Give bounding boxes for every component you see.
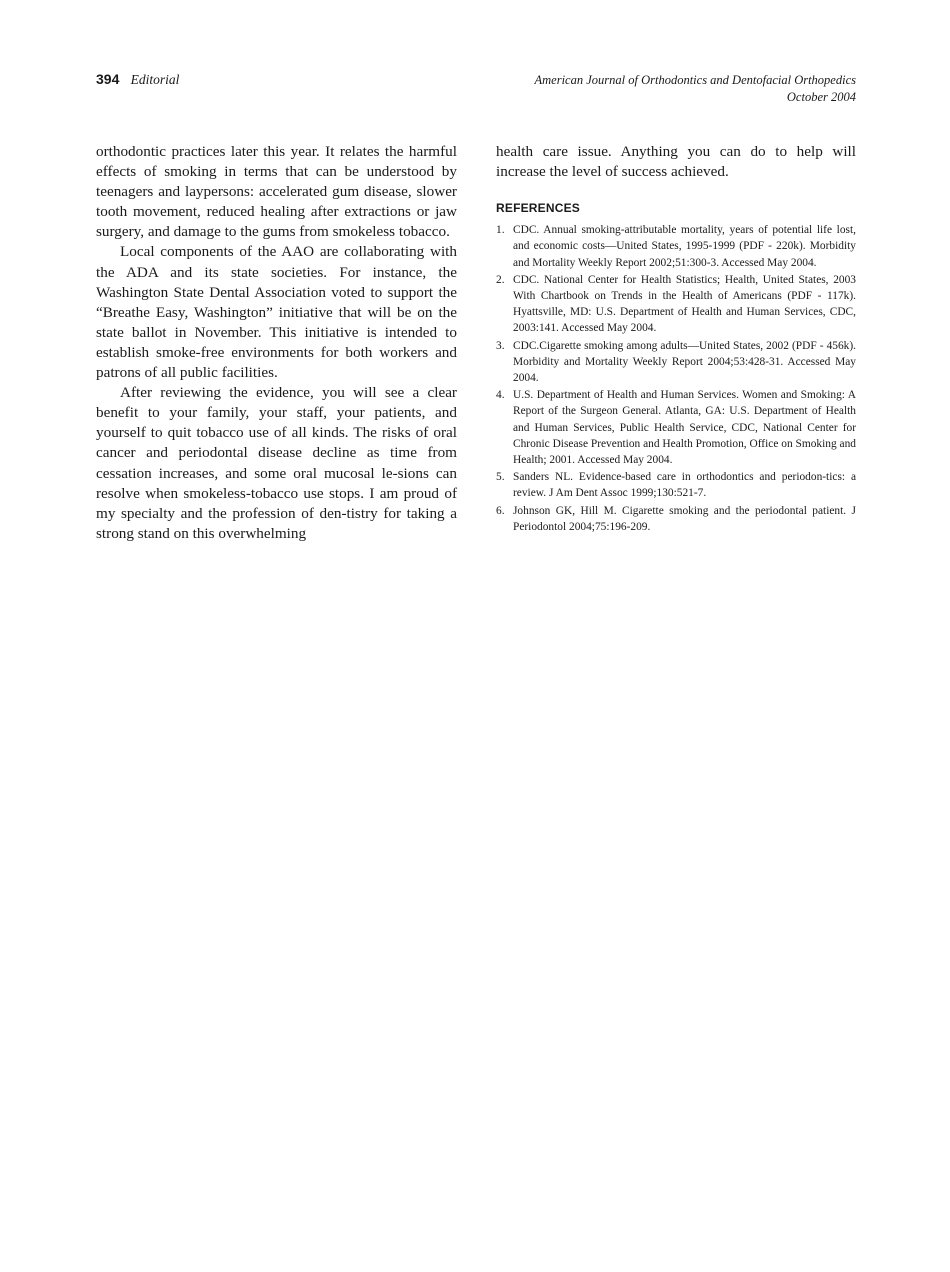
- reference-text: U.S. Department of Health and Human Services. Women and Smoking: A Report of the Surgeon General. Atlanta, GA: U.S. Department of Health and Human Services, Public Health Service, CDC, National Center for Chronic Disease Prevention and Health Promotion, Office on Smoking and Health; 2001. Accessed May 2004.: [513, 389, 856, 467]
- issue-date: October 2004: [786, 90, 856, 104]
- running-header-right: [436, 72, 856, 106]
- body-paragraph: Local components of the AAO are collaborating with the ADA and its state societies. For instance, the Washington State Dental Association voted to support the “Breathe Easy, Washington” initiative that will be on the state ballot in November. This initiative is intended to establish smoke-free environments for both workers and patrons of all public facilities.: [96, 243, 457, 382]
- body-paragraph: health care issue. Anything you can do to help will increase the level of success achieved.: [496, 143, 856, 181]
- body-paragraph: After reviewing the evidence, you will see a clear benefit to your family, your staff, your patients, and yourself to quit tobacco use of all kinds. The risks of oral cancer and periodontal disease decline as time from cessation increases, and some oral mucosal le-sions can resolve when smokeless-tobacco use stops. I am proud of my specialty and the profession of den-tistry for taking a strong stand on this overwhelming: [96, 384, 457, 542]
- reference-number: 4.: [496, 389, 505, 402]
- reference-item: [496, 387, 856, 468]
- reference-number: 6.: [496, 504, 505, 517]
- reference-item: [496, 222, 856, 271]
- left-column: [96, 142, 457, 544]
- reference-text: Sanders NL. Evidence-based care in orthodontics and periodon-tics: a review. J Am Dent Assoc 1999;130:521-7.: [513, 471, 856, 500]
- reference-item: [496, 272, 856, 337]
- reference-number: 2.: [496, 273, 505, 286]
- reference-item: [496, 338, 856, 387]
- body-paragraph: orthodontic practices later this year. It relates the harmful effects of smoking in terms that can be understood by teenagers and laypersons: accelerated gum disease, slower tooth movement, reduced healing after extractions or jaw surgery, and damage to the gums from smokeless tobacco.: [96, 143, 457, 241]
- reference-text: Johnson GK, Hill M. Cigarette smoking and the periodontal patient. J Periodontol 2004;75:196-209.: [513, 504, 856, 533]
- reference-text: CDC.Cigarette smoking among adults—United States, 2002 (PDF - 456k). Morbidity and Mortality Weekly Report 2004;53:428-31. Accessed May 2004.: [513, 339, 856, 385]
- reference-item: [496, 469, 856, 501]
- reference-item: [496, 503, 856, 535]
- running-header-left: [96, 71, 179, 88]
- right-column: [496, 142, 856, 536]
- reference-text: CDC. Annual smoking-attributable mortality, years of potential life lost, and economic costs—United States, 1995-1999 (PDF - 220k). Morbidity and Mortality Weekly Report 2002;51:300-3. Accessed May 2004.: [513, 224, 856, 269]
- journal-title: American Journal of Orthodontics and Dentofacial Orthopedics: [534, 73, 856, 87]
- reference-number: 5.: [496, 471, 505, 484]
- references-heading: REFERENCES: [496, 201, 581, 216]
- reference-number: 1.: [496, 224, 505, 237]
- section-label: Editorial: [130, 72, 180, 87]
- reference-text: CDC. National Center for Health Statistics; Health, United States, 2003 With Chartbook on Trends in the Health of Americans (PDF - 117k). Hyattsville, MD: U.S. Department of Health and Human Services, CDC, 2003:141. Accessed May 2004.: [513, 273, 856, 335]
- references-list: [496, 222, 856, 535]
- reference-number: 3.: [496, 339, 505, 352]
- page-number: 394: [96, 71, 120, 87]
